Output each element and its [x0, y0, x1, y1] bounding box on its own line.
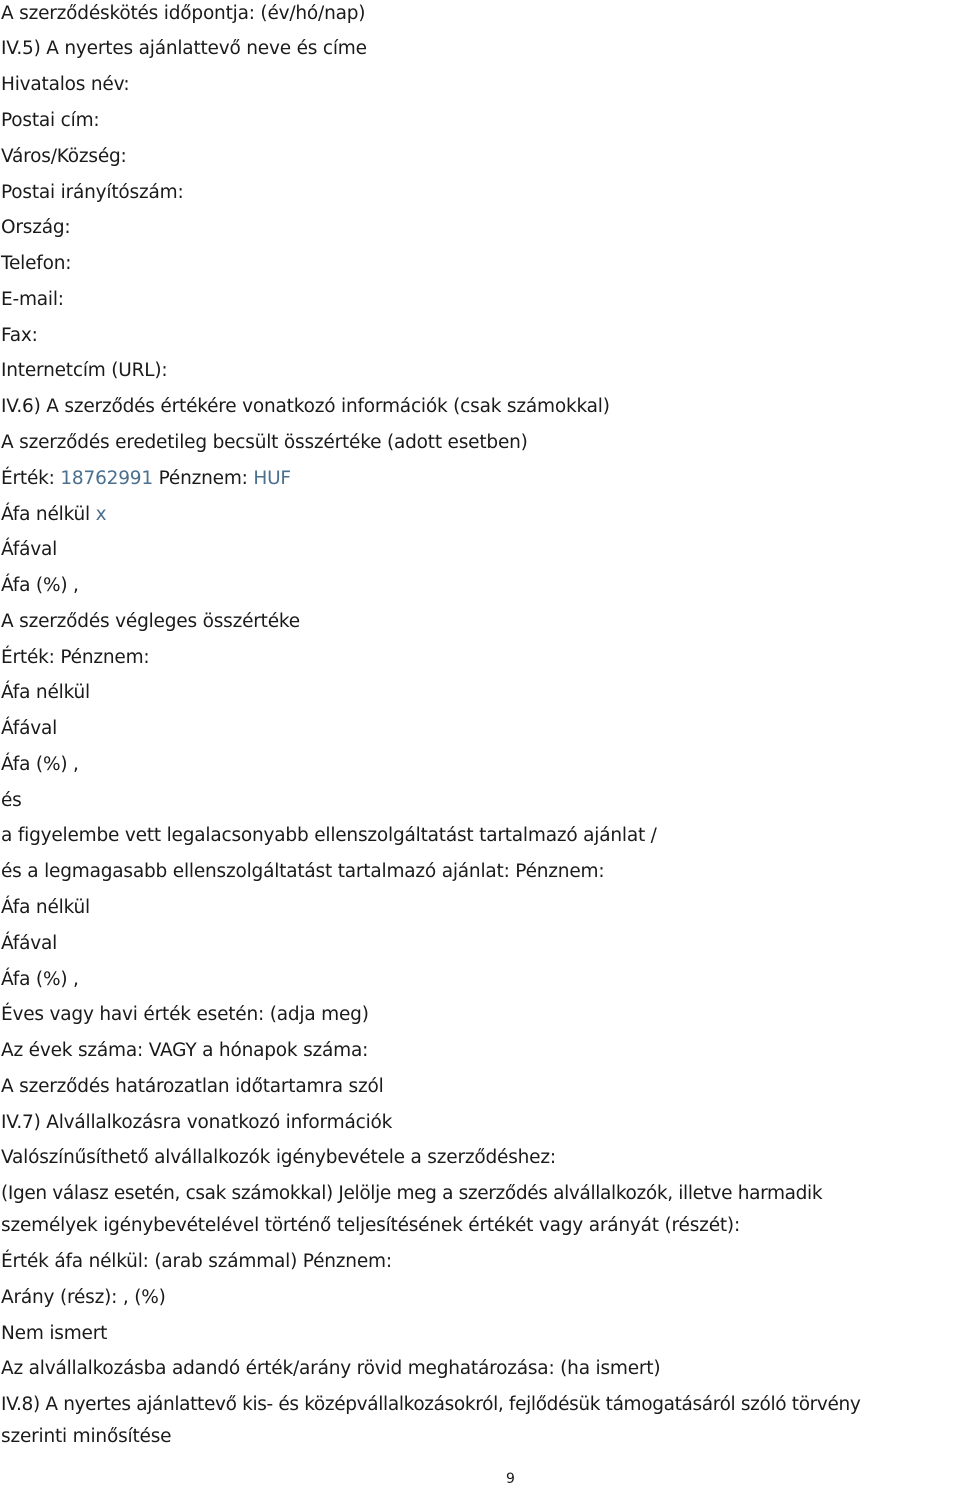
phone-label: Telefon:: [1, 253, 72, 274]
and-label: és: [1, 790, 22, 811]
final-vat-percent-label: Áfa (%) ,: [1, 754, 79, 775]
offer-without-vat-label: Áfa nélkül: [1, 897, 90, 918]
without-vat-row: [1, 503, 106, 527]
with-vat-label: Áfával: [1, 539, 58, 560]
section-iv7-heading: IV.7) Alvállalkozásra vonatkozó információk: [1, 1112, 393, 1133]
lowest-offer-label: a figyelembe vett legalacsonyabb ellenszolgáltatást tartalmazó ajánlat /: [1, 825, 657, 846]
final-without-vat-label: Áfa nélkül: [1, 682, 90, 703]
highest-offer-label: és a legmagasabb ellenszolgáltatást tartalmazó ajánlat: Pénznem:: [1, 861, 605, 882]
email-label: E-mail:: [1, 289, 64, 310]
not-known-label: Nem ismert: [1, 1323, 108, 1344]
offer-vat-percent-label: Áfa (%) ,: [1, 969, 79, 990]
indefinite-term-label: A szerződés határozatlan időtartamra szól: [1, 1076, 384, 1097]
estimated-total-label: A szerződés eredetileg becsült összértéke (adott esetben): [1, 432, 528, 453]
fax-label: Fax:: [1, 325, 38, 346]
without-vat-mark: x: [95, 504, 107, 525]
estimated-currency: HUF: [253, 468, 291, 489]
final-total-label: A szerződés végleges összértéke: [1, 611, 300, 632]
section-iv6-heading: IV.6) A szerződés értékére vonatkozó információk (csak számokkal): [1, 396, 610, 417]
section-iv8-heading-line2: szerinti minősítése: [1, 1426, 172, 1447]
annual-monthly-label: Éves vagy havi érték esetén: (adja meg): [1, 1004, 369, 1025]
without-vat-label: Áfa nélkül: [1, 504, 96, 525]
currency-label: Pénznem:: [152, 468, 254, 489]
offer-with-vat-label: Áfával: [1, 933, 58, 954]
contract-date-label: A szerződéskötés időpontja: (év/hó/nap): [1, 3, 366, 24]
postal-code-label: Postai irányítószám:: [1, 182, 184, 203]
subcontract-instructions-line2: személyek igénybevételével történő teljesítésének értékét vagy arányát (részét):: [1, 1215, 740, 1236]
postal-address-label: Postai cím:: [1, 110, 100, 131]
estimated-value: 18762991: [60, 468, 153, 489]
final-value-currency-label: Érték: Pénznem:: [1, 647, 150, 668]
value-label: Érték:: [1, 468, 61, 489]
city-label: Város/Község:: [1, 146, 127, 167]
section-iv5-heading: IV.5) A nyertes ajánlattevő neve és címe: [1, 38, 367, 59]
years-months-label: Az évek száma: VAGY a hónapok száma:: [1, 1040, 369, 1061]
section-iv8-heading-line1: IV.8) A nyertes ajánlattevő kis- és középvállalkozásokról, fejlődésük támogatásáról szóló törvény: [1, 1394, 861, 1415]
subcontract-value-label: Érték áfa nélkül: (arab számmal) Pénznem:: [1, 1251, 392, 1272]
estimated-value-row: [1, 467, 291, 491]
page-number: 9: [506, 1471, 515, 1487]
subcontract-instructions-line1: (Igen válasz esetén, csak számokkal) Jelölje meg a szerződés alvállalkozók, illetve harmadik: [1, 1183, 823, 1204]
url-label: Internetcím (URL):: [1, 360, 168, 381]
country-label: Ország:: [1, 217, 71, 238]
final-with-vat-label: Áfával: [1, 718, 58, 739]
subcontractors-label: Valószínűsíthető alvállalkozók igénybevétele a szerződéshez:: [1, 1147, 556, 1168]
subcontract-ratio-label: Arány (rész): , (%): [1, 1287, 166, 1308]
vat-percent-label: Áfa (%) ,: [1, 575, 79, 596]
official-name-label: Hivatalos név:: [1, 74, 130, 95]
subcontract-description-label: Az alvállalkozásba adandó érték/arány rövid meghatározása: (ha ismert): [1, 1358, 661, 1379]
